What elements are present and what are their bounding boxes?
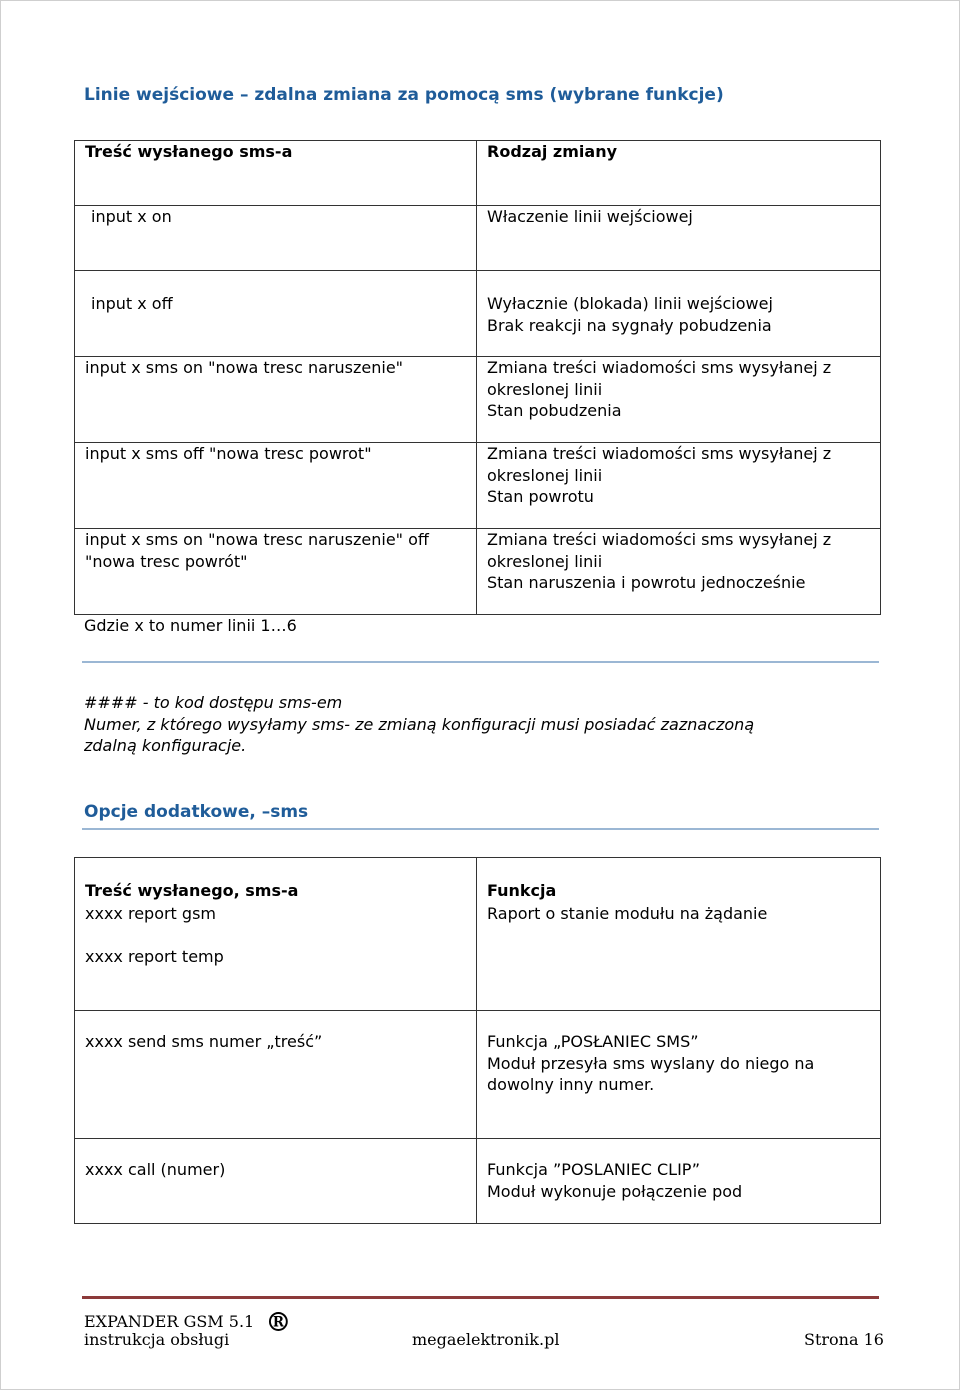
- section-title-input-lines: Linie wejściowe – zdalna zmiana za pomocą sms (wybrane funkcje): [84, 85, 724, 105]
- desc-text: okreslonej linii: [487, 465, 603, 485]
- table-row: [75, 903, 881, 1011]
- cmd-text: input x sms off "nowa tresc powrot": [85, 444, 372, 463]
- table-row: [75, 529, 881, 615]
- desc-text: Wyłacznie (blokada) linii wejściowej: [487, 294, 773, 313]
- desc-text: Stan pobudzenia: [487, 401, 622, 420]
- desc-text: Raport o stanie modułu na żądanie: [487, 904, 768, 923]
- header-change-type: Rodzaj zmiany: [477, 141, 881, 206]
- note-line: Numer, z którego wysyłamy sms- ze zmianą konfiguracji musi posiadać zaznaczoną: [84, 714, 755, 734]
- footer-page-number: Strona 16: [804, 1330, 884, 1349]
- access-code-notes: [84, 692, 754, 757]
- desc-text: okreslonej linii: [487, 379, 603, 399]
- header-function: Funkcja: [477, 858, 881, 904]
- desc-text: Zmiana treści wiadomości sms wysyłanej z: [487, 444, 832, 463]
- desc-text: Moduł wykonuje połączenie pod: [487, 1181, 743, 1201]
- table-row: [75, 1011, 881, 1139]
- table-header-row: [75, 858, 881, 904]
- desc-text: Moduł przesyła sms wyslany do niego na: [487, 1053, 815, 1073]
- note-line: #### - to kod dostępu sms-em: [84, 693, 343, 712]
- cmd-text: xxxx send sms numer „treść”: [85, 1032, 323, 1051]
- header-sms-content: Treść wysłanego, sms-a: [75, 858, 477, 904]
- desc-text: Zmiana treści wiadomości sms wysyłanej z: [487, 358, 832, 377]
- footer-site: megaelektronik.pl: [412, 1330, 560, 1349]
- desc-text: dowolny inny numer.: [487, 1075, 655, 1094]
- table-row: [75, 1139, 881, 1224]
- cmd-text: "nowa tresc powrót": [85, 551, 248, 571]
- cmd-text: xxxx report temp: [85, 946, 224, 966]
- table-header-row: [75, 141, 881, 206]
- extra-options-table: [74, 857, 881, 1224]
- input-lines-table: [74, 140, 881, 615]
- desc-text: Stan naruszenia i powrotu jednocześnie: [487, 573, 806, 592]
- table-row: [75, 443, 881, 529]
- section-divider: [82, 661, 879, 663]
- note-line: zdalną konfiguracje.: [84, 736, 247, 755]
- footer-product-name: EXPANDER GSM 5.1: [84, 1312, 255, 1331]
- cmd-text: input x sms on "nowa tresc naruszenie": [85, 358, 404, 377]
- cmd-text: xxxx report gsm: [85, 904, 216, 923]
- desc-text: Stan powrotu: [487, 487, 594, 506]
- desc-text: Zmiana treści wiadomości sms wysyłanej z: [487, 530, 832, 549]
- table-row: [75, 271, 881, 357]
- cmd-text: input x sms on "nowa tresc naruszenie" off: [85, 530, 429, 549]
- line-number-note: Gdzie x to numer linii 1…6: [84, 616, 297, 635]
- desc-text: okreslonej linii: [487, 551, 603, 571]
- table-row: [75, 357, 881, 443]
- section-divider: [82, 828, 879, 830]
- desc-text: Brak reakcji na sygnały pobudzenia: [487, 315, 772, 335]
- footer-rule: [82, 1296, 879, 1299]
- cmd-text: xxxx call (numer): [85, 1160, 226, 1179]
- table-row: [75, 206, 881, 271]
- footer-manual: instrukcja obsługi: [84, 1330, 230, 1349]
- desc-text: Funkcja „POSŁANIEC SMS”: [487, 1032, 699, 1051]
- desc-text: Właczenie linii wejściowej: [487, 207, 693, 226]
- registered-mark-icon: ®: [265, 1308, 292, 1338]
- cmd-text: input x off: [91, 294, 173, 313]
- desc-text: Funkcja ”POSLANIEC CLIP”: [487, 1160, 701, 1179]
- header-sms-content: Treść wysłanego sms-a: [75, 141, 477, 206]
- cmd-text: input x on: [91, 207, 172, 226]
- section-title-extra-options: Opcje dodatkowe, –sms: [84, 802, 309, 822]
